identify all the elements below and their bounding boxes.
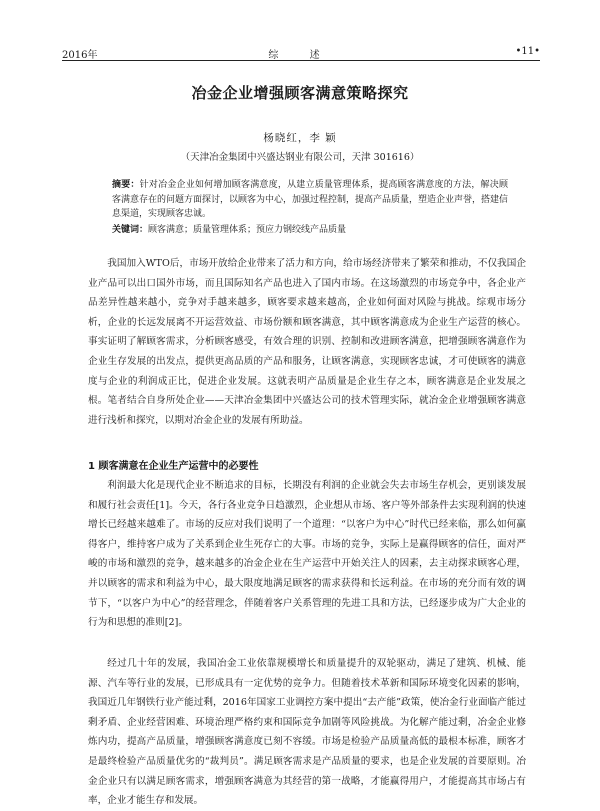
keywords-text: 顾客满意；质量管理体系；预应力钢绞线产品质量 — [148, 225, 347, 235]
running-header — [62, 44, 540, 61]
article-title: 冶金企业增强顾客满意策略探究 — [191, 84, 409, 102]
section-1-paragraph-1: 利润最大化是现代企业不断追求的目标，长期没有利润的企业就会失去市场生存机会，更别谈发展和履行社会责任[1]。今天，各行各业竞争日趋激烈，企业想从市场、客户等外部条件去实现利润的快速增长已经越来越难了。市场的反应对我们说明了一个道理：“以客户为中心”时代已经来临，那么如何赢得客户，维持客户成为了关系到企业生死存亡的大事。市场的竞争，实际上是赢得顾客的信任，面对严峻的市场和激烈的竞争，越来越多的冶金企业在生产运营中开始关注人的因素，去主动探求顾客心理，并以顾客的需求和利益为中心，最大限度地满足顾客的需求获得和长远利益。在市场的充分而有效的调节下，“以客户为中心”的经营理念，伴随着客户关系管理的先进工具和方法，已经逐步成为广大企业的行为和思想的准则[2]。 — [88, 480, 526, 629]
article-affiliation: （天津冶金集团中兴盛达钢业有限公司，天津 301616） — [180, 152, 420, 163]
abstract-label: 摘要： — [112, 180, 140, 190]
abstract-text: 针对冶金企业如何增加顾客满意度，从建立质量管理体系，提高顾客满意度的方法，解决顾客满意存在的问题方面探讨，以顾客为中心，加强过程控制，提高产品质量，塑造企业声誉，搭建信息渠道，实现顾客忠诚。 — [112, 180, 509, 219]
section-1-heading: 1 顾客满意在企业生产运营中的必要性 — [88, 461, 259, 472]
article-authors: 杨晓红，李 颖 — [263, 132, 337, 144]
header-year: 2016年 — [62, 50, 98, 61]
header-column-title: 综 述 — [268, 50, 334, 61]
section-1-paragraph-2: 经过几十年的发展，我国冶金工业依靠规模增长和质量提升的双轮驱动，满足了建筑、机械、能源、汽车等行业的发展，已形成具有一定优势的竞争力。但随着技术革新和国际环境变化因素的影响，我国近几年钢铁行业产能过剩，2016年国家工业调控方案中提出“去产能”政策，使冶金行业面临产能过剩矛盾、企业经营困难、环境治理严格约束和国际竞争加剧等风险挑战。为化解产能过剩，冶金企业修炼内功，提高产品质量，增强顾客满意度已刻不容缓。市场是检验产品质量高低的最根本标准，顾客才是最终检验产品质量优劣的“裁判员”。满足顾客需求是产品质量的要求，也是企业发展的首要原则。冶金企业只有以满足顾客需求，增强顾客满意为其经营的第一战略，才能赢得用户，才能提高其市场占有率，企业才能生存和发展。 — [88, 658, 526, 807]
keywords-label: 关键词： — [112, 225, 149, 235]
header-page-number: •11• — [515, 46, 540, 57]
keywords — [112, 223, 508, 237]
abstract — [112, 178, 508, 222]
intro-paragraph: 我国加入WTO后，市场开放给企业带来了活力和方向，给市场经济带来了繁荣和推动，不仅我国企业产品可以出口国外市场，而且国际知名产品也进入了国内市场。在这场激烈的市场竞争中，各企业产品差异性越来越小，竞争对手越来越多，顾客要求越来越高，企业如何面对风险与挑战。综观市场分析，企业的长远发展离不开运营效益、市场份额和顾客满意，其中顾客满意成为企业生产运营的核心。事实证明了解顾客需求，分析顾客感受，有效合理的识别、控制和改进顾客满意，把增强顾客满意作为企业生存发展的出发点，提供更高品质的产品和服务，让顾客满意，实现顾客忠诚，才可使顾客的满意度与企业的利润成正比，促进企业发展。这就表明产品质量是企业生存之本，顾客满意是企业发展之根。笔者结合自身所处企业——天津冶金集团中兴盛达公司的技术管理实际，就冶金企业增强顾客满意进行浅析和探究，以期对冶金企业的发展有所助益。 — [88, 258, 526, 426]
